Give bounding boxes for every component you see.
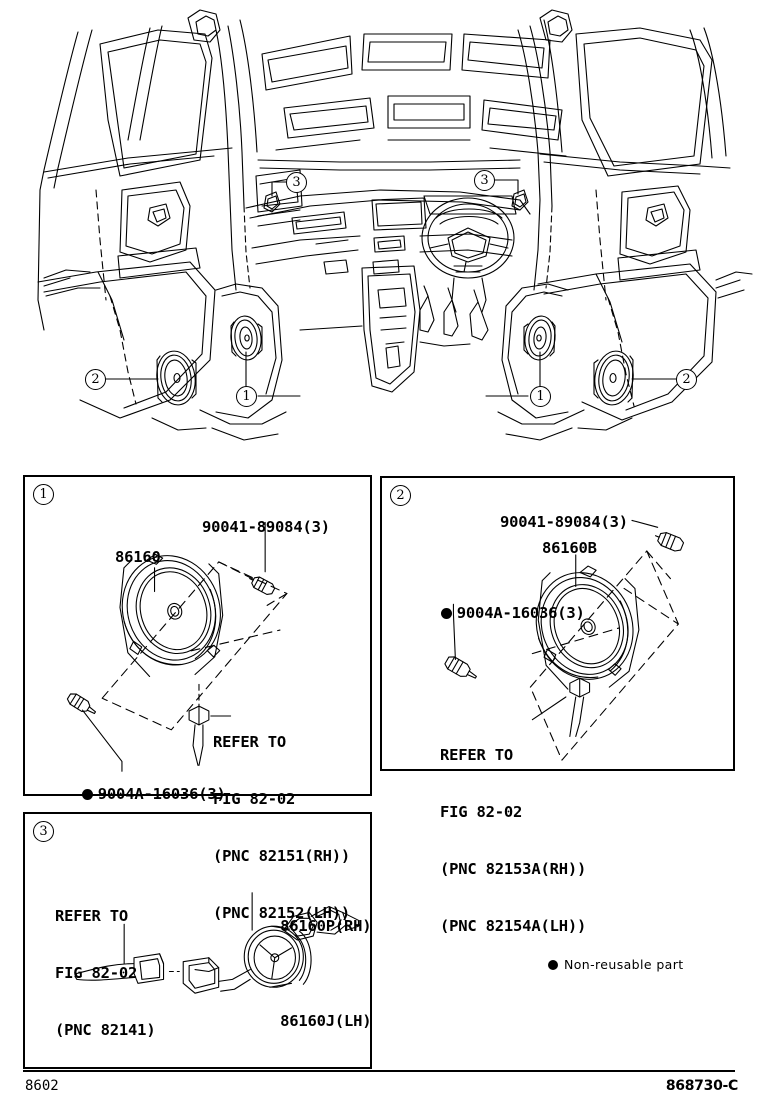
panel-3-refer-to-line-1: REFER TO bbox=[55, 907, 129, 925]
panel-1-bolt-part-number-row bbox=[27, 769, 226, 820]
detail-panel-2 bbox=[380, 476, 735, 935]
hero-callout-1-left[interactable]: 1 bbox=[236, 386, 257, 407]
hero-callout-2-left[interactable]: 2 bbox=[85, 369, 106, 390]
panel-3-tweeter-rh-suffix: (RH) bbox=[334, 917, 372, 935]
panel-1-number: 1 bbox=[33, 484, 54, 505]
panel-2-refer-to-line-1: REFER TO bbox=[440, 746, 514, 764]
panel-1-refer-to-line-2: FIG 82-02 bbox=[213, 790, 296, 808]
panel-2-bolt-part-number-row bbox=[386, 588, 585, 639]
panel-2-refer-to-line-2: FIG 82-02 bbox=[440, 803, 523, 821]
hero-callout-1-right[interactable]: 1 bbox=[530, 386, 551, 407]
panel-3-refer-to-line-2: FIG 82-02 bbox=[55, 964, 138, 982]
panel-3-number: 3 bbox=[33, 821, 54, 842]
panel-1-refer-to-line-4: (PNC 82152(LH)) bbox=[213, 904, 350, 922]
panel-3-refer-to-block bbox=[55, 869, 155, 1078]
panel-3-tweeter-part-numbers bbox=[207, 860, 371, 1088]
hero-callout-3-right[interactable]: 3 bbox=[474, 170, 495, 191]
hero-callout-3-left[interactable]: 3 bbox=[286, 172, 307, 193]
panel-2-speaker-part-number: 86160B bbox=[542, 539, 597, 557]
panel-1-bolt-part-number: 9004A-16036(3) bbox=[97, 785, 226, 803]
panel-2-refer-to-block bbox=[440, 708, 586, 974]
panel-3-tweeter-lh-part-number: 86160J bbox=[280, 1012, 335, 1030]
hero-callout-2-right[interactable]: 2 bbox=[676, 369, 697, 390]
legend-label: Non-reusable part bbox=[564, 957, 684, 972]
panel-1-screw-part-number: 90041-89084(3) bbox=[202, 518, 330, 536]
panel-3-tweeter-rh-part-number: 86160P bbox=[280, 917, 335, 935]
panel-1-refer-to-line-3: (PNC 82151(RH)) bbox=[213, 847, 350, 865]
vehicle-interior-illustration bbox=[0, 0, 760, 462]
panel-2-screw-part-number: 90041-89084(3) bbox=[500, 513, 628, 531]
detail-panel-1 bbox=[23, 475, 372, 922]
panel-3-tweeter-lh-suffix: (LH) bbox=[334, 1012, 372, 1030]
panel-2-refer-to-line-4: (PNC 82154A(LH)) bbox=[440, 917, 587, 935]
panel-1-refer-to-line-1: REFER TO bbox=[213, 733, 287, 751]
non-reusable-marker-icon bbox=[441, 608, 452, 619]
non-reusable-marker-icon bbox=[82, 789, 93, 800]
panel-1-speaker-part-number: 86160 bbox=[115, 548, 161, 566]
footer-page-code: 8602 bbox=[25, 1078, 59, 1094]
panel-3-refer-to-line-3: (PNC 82141) bbox=[55, 1021, 156, 1039]
panel-2-bolt-part-number: 9004A-16036(3) bbox=[456, 604, 585, 622]
panel-2-refer-to-line-3: (PNC 82153A(RH)) bbox=[440, 860, 587, 878]
panel-2-number: 2 bbox=[390, 485, 411, 506]
footer-drawing-code: 868730-C bbox=[665, 1078, 738, 1094]
